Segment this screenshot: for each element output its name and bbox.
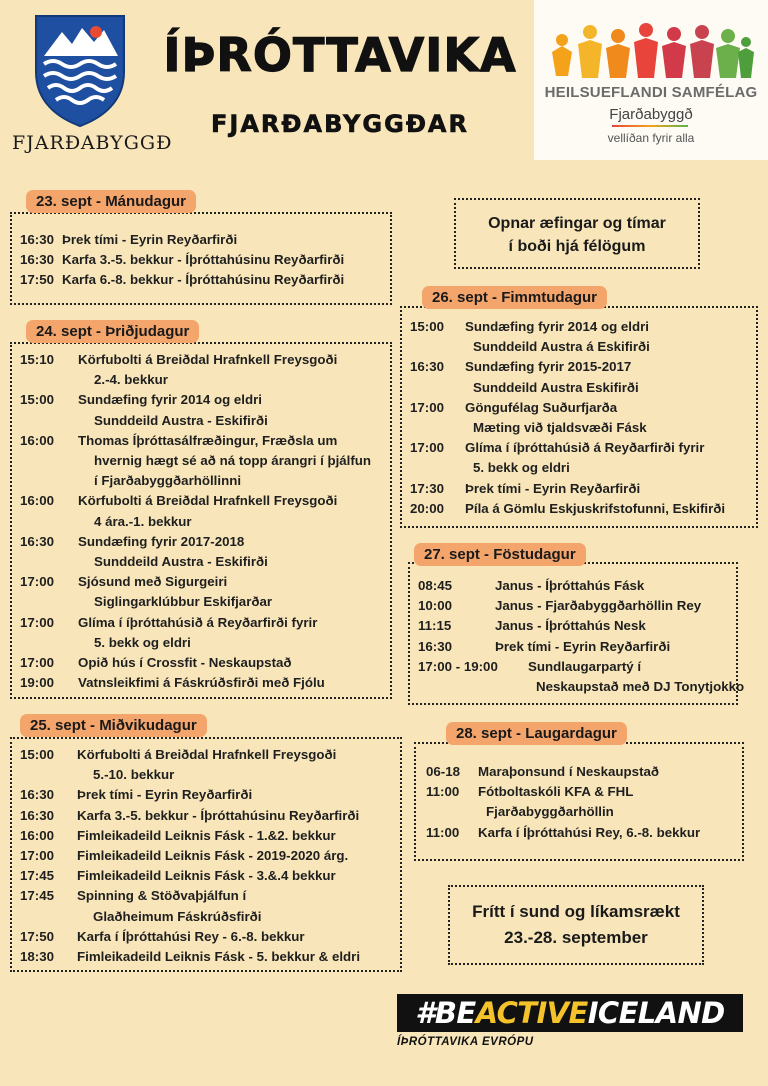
schedule-row — [20, 390, 386, 430]
heilsueflandi-logo — [534, 0, 768, 160]
beactive-banner — [397, 994, 743, 1032]
schedule-description-line: Karfa 3.-5. bekkur - Íþróttahúsinu Reyðarfirði — [77, 807, 360, 823]
day-label-thursday: 26. sept - Fimmtudagur — [422, 286, 607, 309]
schedule-description — [78, 532, 386, 572]
schedule-description-line: Glaðheimum Fáskrúðsfirði — [93, 908, 262, 924]
schedule-time: 06-18 — [426, 764, 461, 779]
schedule-description — [478, 782, 738, 822]
schedule-time: 08:45 — [418, 578, 453, 593]
schedule-time: 16:30 — [20, 787, 55, 803]
schedule-description-line: Janus - Íþróttahús Fásk — [495, 578, 645, 593]
schedule-description-line: Þrek tími - Eyrin Reyðarfirði — [77, 787, 253, 803]
schedule-description — [78, 390, 386, 430]
schedule-description — [78, 491, 386, 531]
schedule-time: 16:30 — [20, 807, 55, 823]
schedule-time: 15:00 — [410, 319, 445, 334]
day-label-saturday: 28. sept - Laugardagur — [446, 722, 627, 745]
schedule-time: 17:00 - 19:00 — [418, 658, 498, 674]
schedule-description — [495, 616, 732, 636]
schedule-row — [20, 947, 396, 967]
schedule-monday — [10, 212, 392, 305]
schedule-description — [465, 357, 752, 397]
schedule-row — [426, 782, 738, 822]
schedule-time: 16:00 — [20, 827, 55, 843]
schedule-thursday — [400, 306, 758, 528]
partner-divider — [612, 125, 688, 127]
schedule-description-line: Sjósund með Sigurgeiri — [78, 574, 228, 590]
schedule-row — [20, 572, 386, 612]
schedule-row — [20, 846, 396, 866]
schedule-description-line: Karfa 3.-5. bekkur - Íþróttahúsinu Reyðarfirði — [62, 252, 345, 268]
schedule-description — [78, 350, 386, 390]
schedule-description-line: 2.-4. bekkur — [94, 372, 168, 388]
schedule-description-line: Sundæfing fyrir 2017-2018 — [78, 533, 245, 549]
schedule-time: 17:30 — [410, 480, 445, 496]
schedule-description-line: Neskaupstað með DJ Tonytjokko — [536, 679, 745, 695]
schedule-time: 17:00 — [20, 614, 55, 630]
schedule-time: 17:00 — [410, 440, 445, 456]
schedule-description — [62, 270, 386, 290]
partner-town: Fjarðabyggð — [609, 106, 693, 123]
schedule-description-line: hvernig hægt sé að ná topp árangri í þjálfun — [94, 453, 372, 469]
schedule-time: 17:00 — [20, 848, 55, 864]
schedule-description — [77, 745, 396, 785]
schedule-description — [77, 947, 396, 967]
day-label-tuesday: 24. sept - Þriðjudagur — [26, 320, 199, 343]
schedule-time: 11:00 — [426, 824, 460, 840]
schedule-row — [410, 398, 752, 438]
schedule-time: 17:45 — [20, 888, 55, 904]
schedule-row — [20, 886, 396, 926]
schedule-row — [418, 637, 732, 657]
schedule-description-line: 5. bekk og eldri — [473, 460, 570, 476]
schedule-description-line: Sundæfing fyrir 2014 og eldri — [465, 319, 649, 334]
schedule-description-line: Fimleikadeild Leiknis Fásk - 1.&2. bekkur — [77, 827, 336, 843]
schedule-description-line: Glíma í íþróttahúsið á Reyðarfirði fyrir — [78, 614, 318, 630]
schedule-row — [410, 357, 752, 397]
schedule-description-line: Píla á Gömlu Eskjuskrifstofunni, Eskifirði — [465, 500, 726, 516]
fjardabyggd-crest-icon — [32, 12, 128, 128]
schedule-description-line: Fótboltaskóli KFA & FHL — [478, 784, 634, 800]
day-label-monday: 23. sept - Mánudagur — [26, 190, 196, 213]
schedule-description-line: Mæting við tjaldsvæði Fásk — [473, 420, 647, 436]
schedule-row — [20, 826, 396, 846]
municipality-name: FJARÐABYGGÐ — [12, 132, 173, 154]
schedule-row — [418, 616, 732, 636]
schedule-time: 16:00 — [20, 493, 55, 509]
schedule-description — [78, 431, 386, 492]
schedule-description-line: Karfa í Íþróttahúsi Rey - 6.-8. bekkur — [77, 928, 305, 944]
schedule-row — [20, 270, 386, 290]
schedule-row — [418, 596, 732, 616]
schedule-row — [20, 491, 386, 531]
schedule-description — [77, 927, 396, 947]
schedule-row — [20, 673, 386, 693]
schedule-description — [62, 230, 386, 250]
schedule-tuesday — [10, 342, 392, 699]
schedule-description-line: Sunddeild Austra - Eskifirði — [94, 554, 268, 570]
schedule-row — [410, 499, 752, 519]
schedule-description — [465, 499, 752, 519]
schedule-time: 15:00 — [20, 392, 55, 408]
schedule-row — [20, 613, 386, 653]
schedule-description — [465, 398, 752, 438]
schedule-time: 15:00 — [20, 747, 55, 762]
schedule-row — [410, 479, 752, 499]
schedule-row — [20, 532, 386, 572]
schedule-row — [20, 230, 386, 250]
notice-open-line1: Opnar æfingar og tímar — [488, 215, 666, 232]
schedule-description-line: Fimleikadeild Leiknis Fásk - 5. bekkur & eldri — [77, 949, 361, 965]
schedule-description — [77, 785, 396, 805]
schedule-description-line: Sunddeild Austra - Eskifirði — [94, 412, 268, 428]
schedule-description — [78, 653, 386, 673]
schedule-time: 17:50 — [20, 928, 55, 944]
schedule-time: 18:30 — [20, 949, 55, 965]
partner-name: HEILSUEFLANDI SAMFÉLAG — [544, 84, 758, 101]
schedule-time: 19:00 — [20, 675, 55, 691]
schedule-description-line: Körfubolti á Breiðdal Hrafnkell Freysgoði — [78, 352, 338, 367]
schedule-description-line: 5. bekk og eldri — [94, 634, 191, 650]
schedule-monday-rows — [20, 230, 386, 291]
day-label-friday: 27. sept - Föstudagur — [414, 543, 586, 566]
schedule-time: 17:50 — [20, 272, 55, 288]
schedule-description-line: 5.-10. bekkur — [93, 767, 175, 783]
schedule-row — [410, 317, 752, 357]
schedule-description-line: Fimleikadeild Leiknis Fásk - 2019-2020 árg. — [77, 848, 349, 864]
schedule-row — [20, 785, 396, 805]
schedule-description-line: Vatnsleikfimi á Fáskrúðsfirði með Fjólu — [78, 675, 325, 691]
schedule-row — [426, 762, 738, 782]
schedule-description — [495, 576, 732, 596]
schedule-description — [62, 250, 386, 270]
schedule-description — [77, 866, 396, 886]
schedule-description — [528, 657, 744, 697]
schedule-wednesday-rows — [20, 745, 396, 967]
people-figures-icon — [548, 22, 754, 80]
beactive-hashtag — [397, 994, 743, 1032]
schedule-description — [465, 438, 752, 478]
schedule-description-line: Janus - Fjarðabyggðarhöllin Rey — [495, 598, 702, 614]
schedule-description-line: Janus - Íþróttahús Nesk — [495, 618, 646, 634]
schedule-time: 10:00 — [418, 598, 453, 614]
schedule-description — [77, 826, 396, 846]
schedule-friday — [408, 562, 745, 705]
schedule-friday-rows — [418, 576, 745, 697]
schedule-time: 16:30 — [418, 638, 453, 654]
schedule-description — [77, 846, 396, 866]
schedule-description-line: Sunddeild Austra Eskifirði — [473, 379, 639, 395]
schedule-description-line: Karfa í Íþróttahúsi Rey, 6.-8. bekkur — [478, 824, 701, 840]
schedule-description — [77, 886, 396, 926]
schedule-row — [20, 653, 386, 673]
notice-open-trainings — [454, 198, 700, 269]
schedule-time: 11:00 — [426, 784, 460, 800]
schedule-row — [20, 927, 396, 947]
schedule-description-line: Opið hús í Crossfit - Neskaupstað — [78, 655, 292, 671]
schedule-time: 16:30 — [20, 232, 55, 247]
notice-open-line2: í boði hjá félögum — [508, 238, 646, 255]
schedule-description-line: 4 ára.-1. bekkur — [94, 513, 192, 529]
schedule-description-line: Göngufélag Suðurfjarða — [465, 399, 618, 415]
schedule-saturday — [414, 742, 744, 861]
schedule-description-line: Körfubolti á Breiðdal Hrafnkell Freysgoði — [77, 747, 337, 762]
schedule-description-line: Siglingarklúbbur Eskifjarðar — [94, 594, 273, 610]
beactive-subtitle: ÍÞRÓTTAVIKA EVRÓPU — [397, 1036, 534, 1048]
schedule-description-line: Þrek tími - Eyrin Reyðarfirði — [495, 638, 671, 654]
schedule-row — [20, 806, 396, 826]
schedule-row — [20, 866, 396, 886]
beactive-accent: ACTIVE — [475, 996, 588, 1030]
schedule-description-line: Fjarðabyggðarhöllin — [486, 804, 614, 820]
schedule-row — [20, 431, 386, 492]
schedule-description-line: Sundæfing fyrir 2015-2017 — [465, 359, 632, 375]
schedule-tuesday-rows — [20, 350, 386, 693]
schedule-description-line: Spinning & Stöðvaþjálfun í — [77, 888, 247, 904]
schedule-description-line: Fimleikadeild Leiknis Fásk - 3.&.4 bekkur — [77, 868, 336, 884]
partner-tagline: vellíðan fyrir alla — [607, 131, 695, 145]
schedule-row — [418, 657, 745, 697]
schedule-row — [20, 250, 386, 270]
schedule-description-line: Þrek tími - Eyrin Reyðarfirði — [62, 232, 238, 247]
schedule-description-line: Karfa 6.-8. bekkur - Íþróttahúsinu Reyðarfirði — [62, 272, 345, 288]
schedule-time: 16:30 — [410, 359, 445, 375]
schedule-description-line: Körfubolti á Breiðdal Hrafnkell Freysgoði — [78, 493, 338, 509]
schedule-description — [77, 806, 396, 826]
schedule-thursday-rows — [410, 317, 752, 519]
notice-free-line2: 23.-28. september — [504, 928, 648, 947]
schedule-row — [426, 823, 738, 843]
schedule-time: 16:30 — [20, 533, 55, 549]
schedule-time: 17:00 — [20, 574, 55, 590]
page-subtitle: FJARÐABYGGÐAR — [211, 110, 469, 138]
schedule-row — [418, 576, 732, 596]
schedule-row — [20, 745, 396, 785]
notice-free-swim — [448, 885, 704, 965]
schedule-time: 17:00 — [20, 655, 55, 671]
schedule-description-line: Sundlaugarpartý í — [528, 658, 642, 674]
page-title: ÍÞRÓTTAVIKA — [163, 28, 517, 82]
notice-free-line1: Frítt í sund og líkamsrækt — [472, 902, 680, 921]
schedule-description-line: Maraþonsund í Neskaupstað — [478, 764, 660, 779]
schedule-time: 16:00 — [20, 432, 55, 448]
schedule-description-line: Thomas Íþróttasálfræðingur, Fræðsla um — [78, 432, 338, 448]
schedule-time: 17:45 — [20, 868, 55, 884]
schedule-description-line: Glíma í íþróttahúsið á Reyðarfirði fyrir — [465, 440, 705, 456]
schedule-description-line: Þrek tími - Eyrin Reyðarfirði — [465, 480, 641, 496]
schedule-description — [78, 613, 386, 653]
schedule-time: 17:00 — [410, 399, 445, 415]
schedule-description — [78, 572, 386, 612]
schedule-description-line: Sundæfing fyrir 2014 og eldri — [78, 392, 262, 408]
schedule-row — [410, 438, 752, 478]
schedule-time: 20:00 — [410, 500, 445, 516]
schedule-description — [78, 673, 386, 693]
schedule-time: 16:30 — [20, 252, 55, 268]
beactive-end: ICELAND — [587, 996, 725, 1030]
schedule-row — [20, 350, 386, 390]
schedule-description — [478, 762, 738, 782]
schedule-description — [465, 317, 752, 357]
schedule-description — [495, 637, 732, 657]
beactive-hash: #BE — [415, 996, 476, 1030]
schedule-description — [465, 479, 752, 499]
schedule-saturday-rows — [426, 762, 738, 843]
day-label-wednesday: 25. sept - Miðvikudagur — [20, 714, 207, 737]
schedule-description-line: í Fjarðabyggðarhöllinni — [94, 473, 242, 489]
schedule-description — [495, 596, 732, 616]
schedule-description-line: Sunddeild Austra á Eskifirði — [473, 339, 650, 355]
schedule-description — [478, 823, 738, 843]
schedule-wednesday — [10, 737, 402, 972]
schedule-time: 11:15 — [418, 618, 452, 634]
schedule-time: 15:10 — [20, 352, 55, 367]
